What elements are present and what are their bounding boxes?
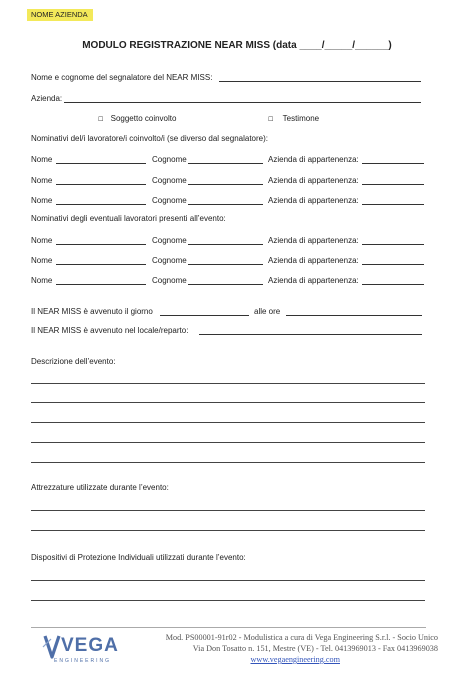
name-label: Nome [31,256,53,265]
description-line[interactable] [31,402,425,403]
company-belong-label: Azienda di appartenenza: [268,256,359,265]
description-label: Descrizione dell’evento: [31,357,116,366]
footer-divider [31,627,426,628]
name-field[interactable] [56,244,146,245]
name-label: Nome [31,176,53,185]
place-field[interactable] [199,334,422,335]
company-belong-field[interactable] [362,264,424,265]
name-label: Nome [31,155,53,164]
company-belong-label: Azienda di appartenenza: [268,276,359,285]
ppe-label: Dispositivi di Protezione Individuali utilizzati durante l’evento: [31,553,246,562]
equipment-line[interactable] [31,530,425,531]
ppe-line[interactable] [31,600,425,601]
time-field[interactable] [286,315,422,316]
reporter-field[interactable] [219,81,421,82]
equipment-label: Attrezzature utilizzate durante l’evento: [31,483,169,492]
surname-label: Cognome [152,256,187,265]
description-line[interactable] [31,383,425,384]
logo-subtitle: ENGINEERING [54,658,112,664]
equipment-line[interactable] [31,510,425,511]
company-field[interactable] [64,102,421,103]
company-belong-label: Azienda di appartenenza: [268,236,359,245]
involved-section-label: Nominativi del/i lavoratore/i coinvolto/i (se diverso dal segnalatore): [31,134,268,143]
name-field[interactable] [56,184,146,185]
company-belong-field[interactable] [362,184,424,185]
description-line[interactable] [31,422,425,423]
checkbox-icon[interactable]: ☐ [98,117,104,123]
company-belong-field[interactable] [362,284,424,285]
form-title: MODULO REGISTRAZIONE NEAR MISS (data ____/_____/______) [82,40,392,51]
name-field[interactable] [56,284,146,285]
description-line[interactable] [31,442,425,443]
footer-address: Via Don Tosatto n. 151, Mestre (VE) - Tel. 0413969013 - Fax 0413969038 [192,644,438,653]
surname-label: Cognome [152,155,187,164]
company-belong-label: Azienda di appartenenza: [268,176,359,185]
name-label: Nome [31,276,53,285]
logo-wordmark: VEGA [61,635,119,656]
company-belong-field[interactable] [362,244,424,245]
surname-label: Cognome [152,176,187,185]
surname-field[interactable] [188,284,263,285]
surname-field[interactable] [188,204,263,205]
company-belong-field[interactable] [362,163,424,164]
present-section-label: Nominativi degli eventuali lavoratori presenti all’evento: [31,214,226,223]
company-name-placeholder: NOME AZIENDA [27,9,93,21]
surname-field[interactable] [188,264,263,265]
name-field[interactable] [56,264,146,265]
date-field[interactable] [160,315,249,316]
company-label: Azienda: [31,94,63,103]
name-field[interactable] [56,204,146,205]
company-belong-label: Azienda di appartenenza: [268,196,359,205]
checkbox-icon[interactable]: ☐ [268,117,274,123]
surname-label: Cognome [152,236,187,245]
ppe-line[interactable] [31,580,425,581]
name-label: Nome [31,236,53,245]
name-label: Nome [31,196,53,205]
surname-field[interactable] [188,184,263,185]
date-label: Il NEAR MISS è avvenuto il giorno [31,307,153,316]
place-label: Il NEAR MISS è avvenuto nel locale/reparto: [31,326,189,335]
surname-label: Cognome [152,276,187,285]
description-line[interactable] [31,462,425,463]
footer-module-info: Mod. PS00001-91r02 - Modulistica a cura di Vega Engineering S.r.l. - Socio Unico [165,633,438,642]
time-label: alle ore [254,307,281,316]
surname-field[interactable] [188,244,263,245]
vega-logo [42,631,119,667]
option-witness[interactable]: ☐ Testimone [268,114,320,123]
surname-label: Cognome [152,196,187,205]
name-field[interactable] [56,163,146,164]
company-belong-label: Azienda di appartenenza: [268,155,359,164]
option-involved[interactable]: ☐ Soggetto coinvolto [98,114,177,123]
website-link[interactable]: www.vegaengineering.com [250,655,340,664]
company-belong-field[interactable] [362,204,424,205]
surname-field[interactable] [188,163,263,164]
reporter-label: Nome e cognome del segnalatore del NEAR MISS: [31,73,213,82]
